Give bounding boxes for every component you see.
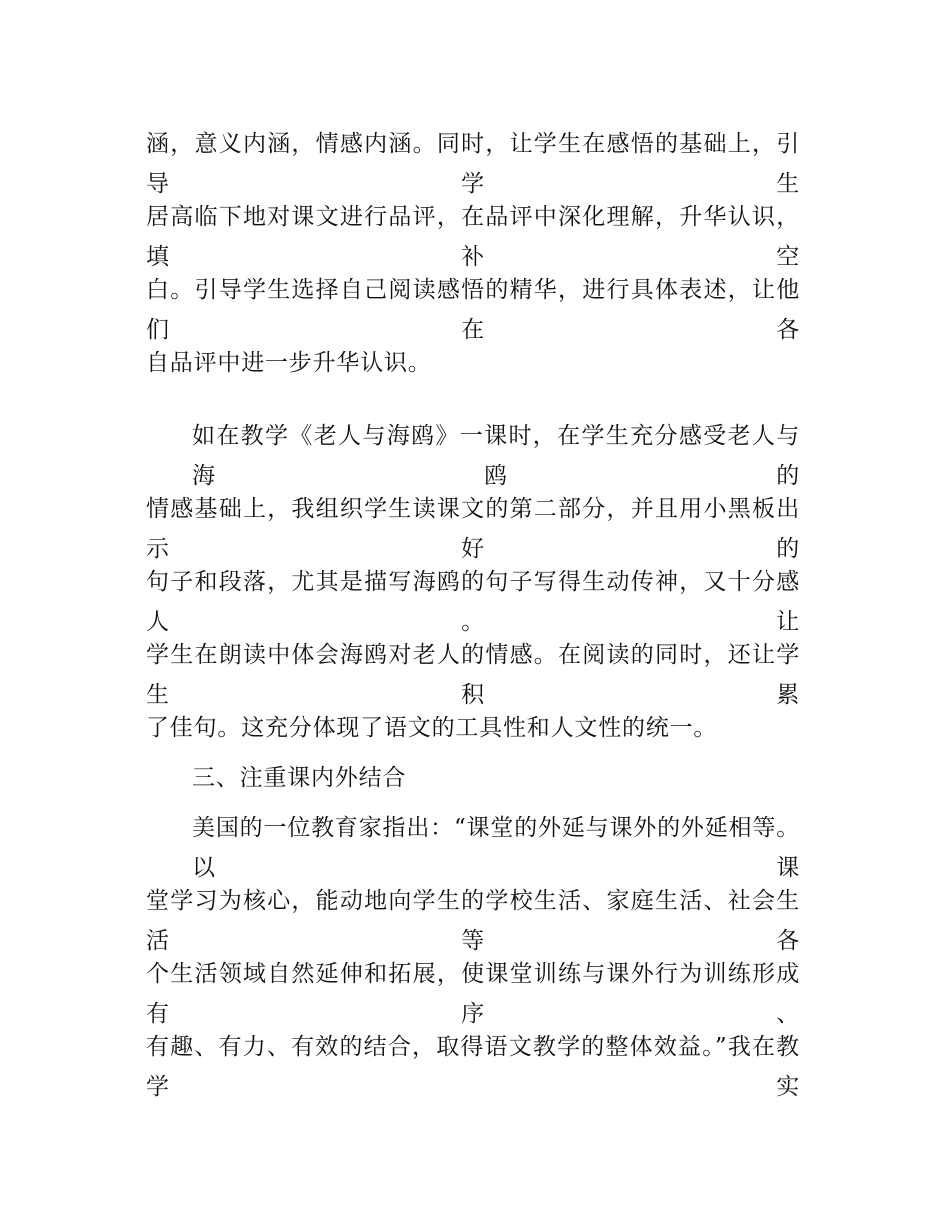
text-line: 白。引导学生选择自己阅读感悟的精华，进行具体表述，让他们在各 xyxy=(146,277,800,343)
paragraph-2 xyxy=(146,416,800,748)
text-line: 居高临下地对课文进行品评，在品评中深化理解，升华认识，填补空 xyxy=(146,204,800,270)
text-line: 学生在朗读中体会海鸥对老人的情感。在阅读的同时，还让学生积累 xyxy=(146,642,800,708)
text-line: 情感基础上，我组织学生读课文的第二部分，并且用小黑板出示好的 xyxy=(146,496,800,562)
text-line: 美国的一位教育家指出：“课堂的外延与课外的外延相等。以课 xyxy=(192,815,800,881)
text-line: 涵，意义内涵，情感内涵。同时，让学生在感悟的基础上，引导学生 xyxy=(146,131,800,197)
text-line: 堂学习为核心，能动地向学生的学校生活、家庭生活、社会生活等各 xyxy=(146,888,800,954)
text-line: 个生活领域自然延伸和拓展，使课堂训练与课外行为训练形成有序、 xyxy=(146,961,800,1027)
text-line: 如在教学《老人与海鸥》一课时，在学生充分感受老人与海鸥的 xyxy=(192,423,800,489)
text-line: 了佳句。这充分体现了语文的工具性和人文性的统一。 xyxy=(146,715,718,741)
text-line: 自品评中进一步升华认识。 xyxy=(146,350,432,376)
section-heading: 三、注重课内外结合 xyxy=(192,765,407,791)
document-body xyxy=(146,124,800,1100)
paragraph-3 xyxy=(146,808,800,1100)
text-line: 句子和段落，尤其是描写海鸥的句子写得生动传神，又十分感人。让 xyxy=(146,569,800,635)
paragraph-1 xyxy=(146,124,800,383)
text-line: 有趣、有力、有效的结合，取得语文教学的整体效益。”我在教学实 xyxy=(146,1034,800,1100)
